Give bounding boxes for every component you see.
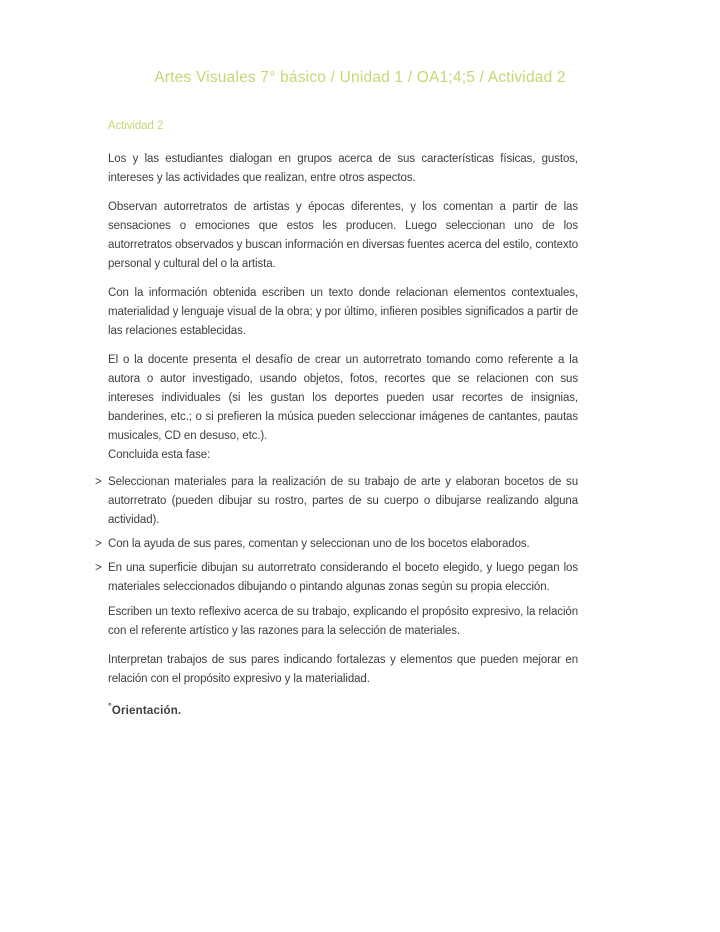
paragraph-dialogan: Los y las estudiantes dialogan en grupos acerca de sus características físicas, gustos, intereses y las actividades que realizan, entre otros aspectos. bbox=[108, 153, 578, 184]
chevron-bullet-icon: > bbox=[95, 538, 102, 550]
paragraph-observan: Observan autorretratos de artistas y épocas diferentes, y los comentan a partir de las sensaciones o emociones que estos les producen. Luego seleccionan uno de los autorretratos observados y buscan información en diversas fuentes acerca del estilo, contexto personal y cultural del o la artista. bbox=[108, 201, 578, 270]
bullet-item-text: Seleccionan materiales para la realización de su trabajo de arte y elaboran bocetos de su autorretrato (pueden dibujar su rostro, partes de su cuerpo o dibujarse realizando alguna actividad). bbox=[108, 476, 578, 526]
paragraph-texto-reflexivo: Escriben un texto reflexivo acerca de su trabajo, explicando el propósito expresivo, la relación con el referente artístico y las razones para la selección de materiales. bbox=[108, 606, 578, 637]
paragraph-docente-desafio: El o la docente presenta el desafío de crear un autorretrato tomando como referente a la autora o autor investigado, usando objetos, fotos, recortes que se relacionen con sus intereses individuales (si les gustan los deportes pueden usar recortes de insignias, banderines, etc.; o si prefieren la música pueden seleccionar imágenes de cantantes, pautas musicales, CD en desuso, etc.). bbox=[108, 354, 578, 442]
bullet-item-pares bbox=[95, 535, 578, 554]
chevron-bullet-icon: > bbox=[95, 476, 102, 488]
orientation-label: Orientación. bbox=[111, 705, 182, 717]
bullet-item-text: Con la ayuda de sus pares, comentan y seleccionan uno de los bocetos elaborados. bbox=[108, 538, 530, 550]
chevron-bullet-icon: > bbox=[95, 562, 102, 574]
degree-symbol: ° bbox=[108, 701, 112, 712]
phase-line: Concluida esta fase: bbox=[108, 449, 211, 461]
paragraph-informacion: Con la información obtenida escriben un texto donde relacionan elementos contextuales, materialidad y lenguaje visual de la obra; y por último, infieren posibles significados a partir de las relaciones establecidas. bbox=[108, 287, 578, 337]
activity-label: Actividad 2 bbox=[108, 120, 164, 132]
bullet-list bbox=[95, 473, 578, 597]
bullet-item-bocetos bbox=[95, 473, 578, 530]
paragraph-interpretan: Interpretan trabajos de sus pares indicando fortalezas y elementos que pueden mejorar en relación con el propósito expresivo y la materialidad. bbox=[108, 654, 578, 685]
bullet-item-text: En una superficie dibujan su autorretrato considerando el boceto elegido, y luego pegan los materiales seleccionados dibujando o pintando algunas zonas según su propia elección. bbox=[108, 562, 578, 593]
document-title: Artes Visuales 7° básico / Unidad 1 / OA1;4;5 / Actividad 2 bbox=[154, 69, 566, 86]
bullet-item-superficie bbox=[95, 559, 578, 597]
document-body bbox=[95, 117, 578, 721]
orientation-note bbox=[108, 702, 578, 721]
